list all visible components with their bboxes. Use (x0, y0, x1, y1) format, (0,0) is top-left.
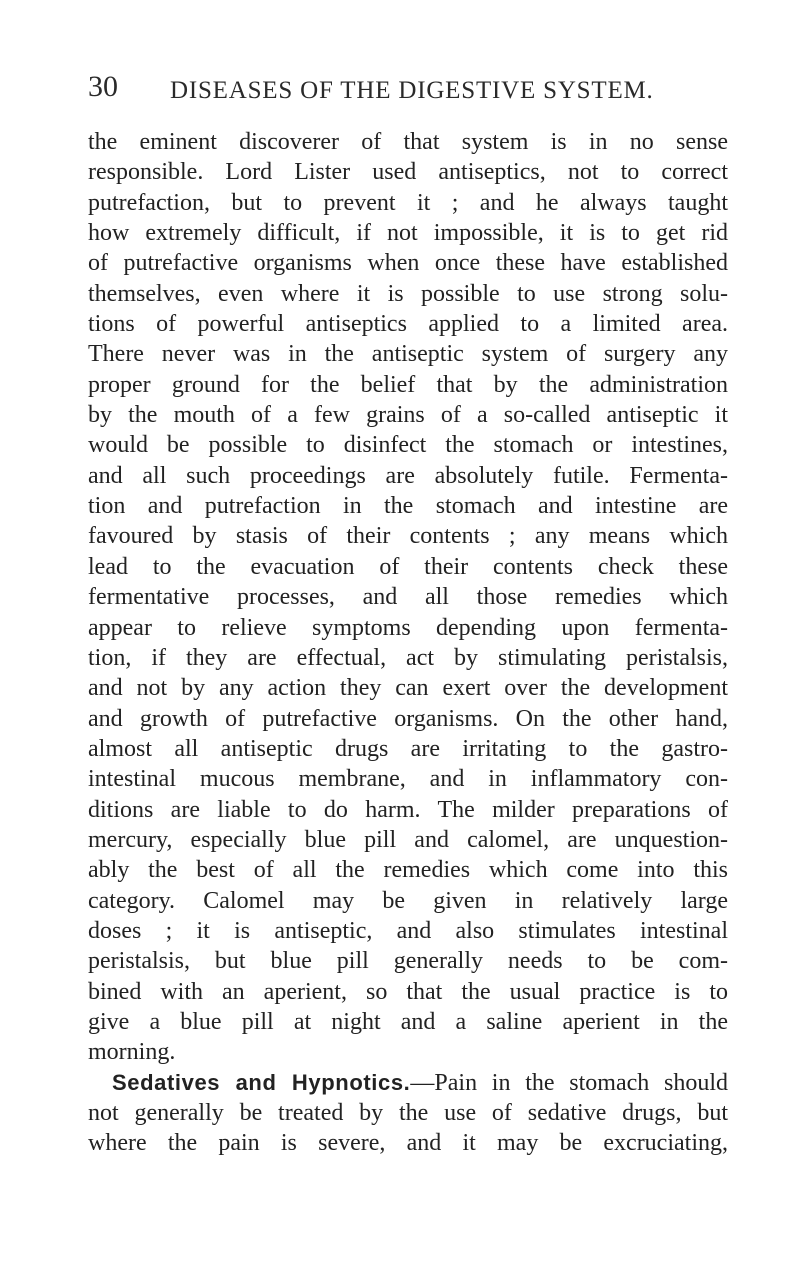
text-line: where the pain is severe, and it may be excruciating, (88, 1130, 728, 1157)
page-header (88, 70, 728, 110)
text-line: favoured by stasis of their contents ; any means which (88, 523, 728, 550)
text-line: of putrefactive organisms when once these have established (88, 250, 728, 277)
text-line: intestinal mucous membrane, and in inflammatory con- (88, 766, 728, 793)
text-line: responsible. Lord Lister used antiseptics, not to correct (88, 159, 728, 186)
text-line: There never was in the antiseptic system of surgery any (88, 341, 728, 368)
running-head: DISEASES OF THE DIGESTIVE SYSTEM. (170, 77, 654, 104)
text-line: tion and putrefaction in the stomach and intestine are (88, 493, 728, 520)
text-line: appear to relieve symptoms depending upon fermenta- (88, 614, 728, 641)
text-line: doses ; it is antiseptic, and also stimulates intestinal (88, 917, 728, 944)
text-line: morning. (88, 1039, 176, 1066)
page-number: 30 (88, 70, 118, 103)
text-line: how extremely difficult, if not impossible, it is to get rid (88, 220, 728, 247)
paragraph (88, 1068, 728, 1159)
text-line: bined with an aperient, so that the usual practice is to (88, 978, 728, 1005)
text-line: not generally be treated by the use of sedative drugs, but (88, 1100, 728, 1126)
text-line: themselves, even where it is possible to use strong solu- (88, 280, 728, 307)
section-first-line-text: —Pain in the stomach should (410, 1069, 728, 1096)
paragraph (88, 127, 728, 1068)
text-line: peristalsis, but blue pill generally needs to be com- (88, 948, 728, 975)
text-line: tion, if they are effectual, act by stimulating peristalsis, (88, 644, 728, 671)
text-line: ably the best of all the remedies which come into this (88, 857, 728, 884)
text-line: category. Calomel may be given in relatively large (88, 887, 728, 914)
text-line: fermentative processes, and all those remedies which (88, 584, 728, 611)
body-text (88, 127, 728, 1159)
section-first-line (88, 1068, 728, 1098)
text-line: and growth of putrefactive organisms. On the other hand, (88, 705, 728, 732)
text-line: would be possible to disinfect the stomach or intestines, (88, 432, 728, 459)
text-line: tions of powerful antiseptics applied to a limited area. (88, 311, 728, 338)
text-line: proper ground for the belief that by the administration (88, 371, 728, 398)
text-line: mercury, especially blue pill and calomel, are unquestion- (88, 826, 728, 853)
text-line: and not by any action they can exert over the development (88, 675, 728, 702)
text-line: almost all antiseptic drugs are irritating to the gastro- (88, 735, 728, 762)
text-line: and all such proceedings are absolutely futile. Fermenta- (88, 462, 728, 489)
section-heading: Sedatives and Hypnotics. (112, 1069, 411, 1095)
text-line: ditions are liable to do harm. The milder preparations of (88, 796, 728, 823)
text-line: the eminent discoverer of that system is in no sense (88, 129, 728, 155)
text-line: by the mouth of a few grains of a so-called antiseptic it (88, 402, 728, 429)
text-line: lead to the evacuation of their contents check these (88, 553, 728, 580)
text-line: putrefaction, but to prevent it ; and he always taught (88, 189, 728, 216)
text-line: give a blue pill at night and a saline aperient in the (88, 1008, 728, 1035)
